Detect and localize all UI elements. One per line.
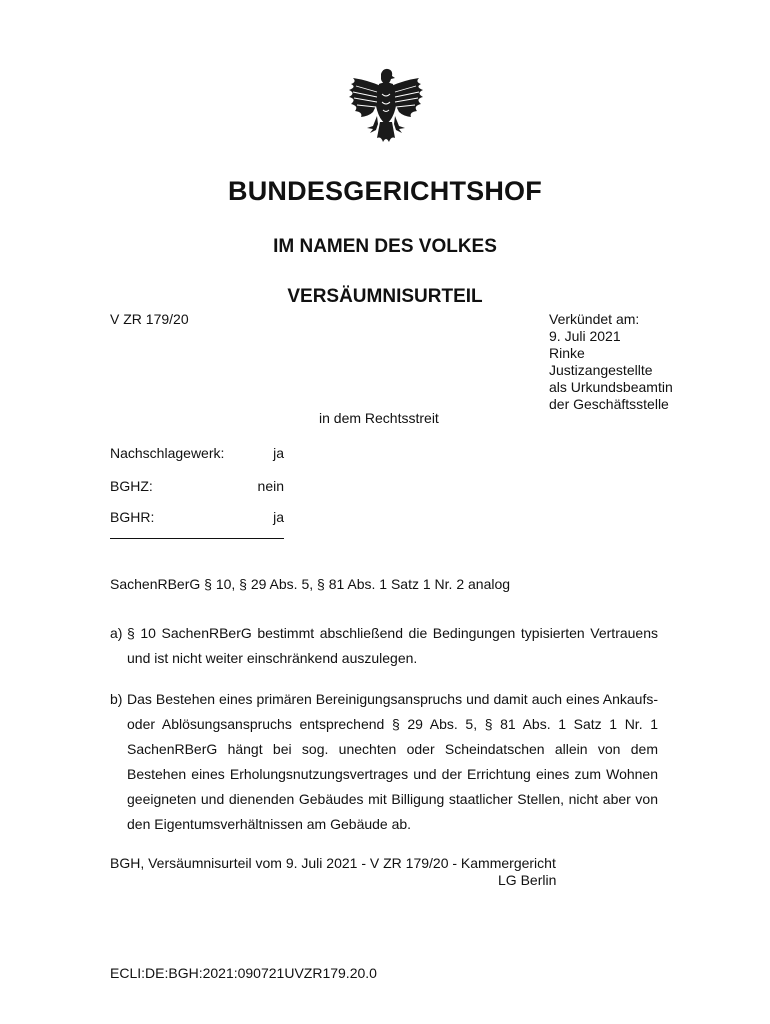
- announcement-role-2: als Urkundsbeamtin: [549, 379, 673, 395]
- leitsatz-a: [110, 621, 658, 671]
- announcement-role-3: der Geschäftsstelle: [549, 396, 669, 412]
- leitsatz-b-label: b): [110, 691, 123, 707]
- meta-value-nachschlagewerk: ja: [273, 445, 284, 461]
- leitsatz-a-text: § 10 SachenRBerG bestimmt abschließend die Bedingungen typisierten Vertrauens und ist nicht weiter einschränkend auszulegen.: [127, 625, 658, 666]
- court-title: BUNDESGERICHTSHOF: [228, 176, 542, 206]
- citation-line-1: BGH, Versäumnisurteil vom 9. Juli 2021 - V ZR 179/20 - Kammergericht: [110, 855, 556, 871]
- citation-block: [110, 855, 556, 889]
- norm-reference: SachenRBerG § 10, § 29 Abs. 5, § 81 Abs. 1 Satz 1 Nr. 2 analog: [110, 576, 511, 592]
- announcement-name: Rinke: [549, 345, 585, 361]
- leitsatz-a-label: a): [110, 625, 123, 641]
- rechtsstreit-line: in dem Rechtsstreit: [319, 410, 439, 426]
- federal-eagle-icon: [343, 66, 429, 150]
- meta-label-bghr: BGHR:: [110, 509, 155, 525]
- meta-label-nachschlagewerk: Nachschlagewerk:: [110, 445, 225, 461]
- citation-line-2: LG Berlin: [498, 872, 557, 888]
- announcement-block: [549, 311, 673, 413]
- leitsatz-b: [110, 687, 658, 837]
- bghr-underline: [110, 538, 284, 539]
- meta-value-bghz: nein: [257, 478, 284, 494]
- leitsatz-b-text: Das Bestehen eines primären Bereinigungsanspruchs und damit auch eines Ankaufs- oder Ablösungsanspruchs entsprechend § 29 Abs. 5, § 81 Abs. 1 Satz 1 Nr. 1 SachenRBerG hängt bei sog. unechten oder Scheindatschen allein von dem Bestehen eines Erholungsnutzungsvertrages und der Errichtung eines zum Wohnen geeigneten und dienenden Gebäudes mit Billigung staatlicher Stellen, nicht aber von den Eigentumsverhältnissen am Gebäude ab.: [127, 691, 658, 832]
- im-namen-heading: IM NAMEN DES VOLKES: [273, 236, 497, 257]
- case-number: V ZR 179/20: [110, 311, 189, 327]
- document-type-heading: VERSÄUMNISURTEIL: [287, 286, 483, 307]
- ecli-identifier: ECLI:DE:BGH:2021:090721UVZR179.20.0: [110, 965, 377, 981]
- announcement-date: 9. Juli 2021: [549, 328, 621, 344]
- announcement-label: Verkündet am:: [549, 311, 640, 327]
- meta-label-bghz: BGHZ:: [110, 478, 153, 494]
- announcement-role-1: Justizangestellte: [549, 362, 653, 378]
- meta-value-bghr: ja: [273, 509, 284, 525]
